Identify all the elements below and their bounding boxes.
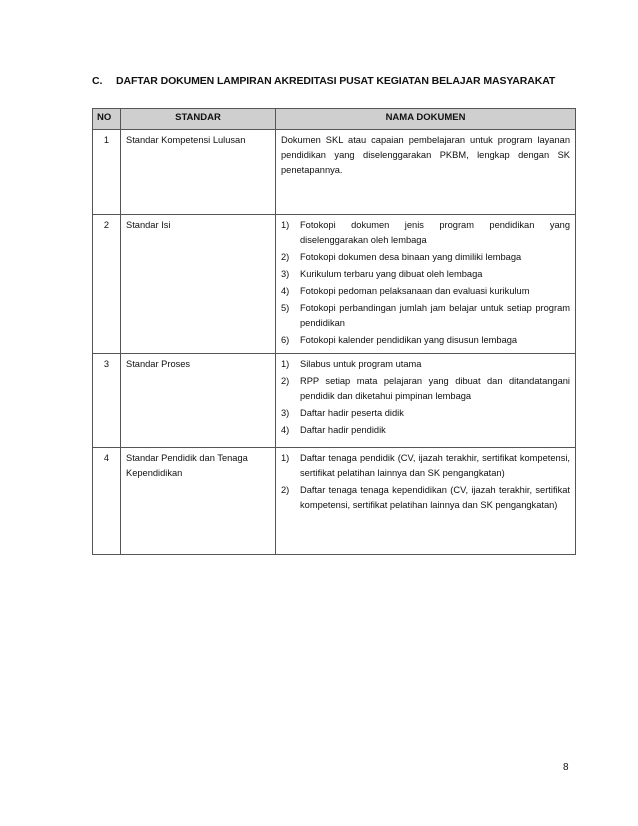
- list-marker: 2): [281, 485, 290, 495]
- list-marker: 4): [281, 425, 290, 435]
- list-item-text: Fotokopi pedoman pelaksanaan dan evaluasi kurikulum: [300, 286, 530, 296]
- section-heading: [92, 75, 572, 87]
- list-item: [281, 333, 570, 348]
- list-marker: 3): [281, 408, 290, 418]
- list-item: [281, 423, 570, 438]
- list-item-text: Daftar hadir pendidik: [300, 425, 386, 435]
- page-number: 8: [563, 762, 569, 773]
- table-row: [93, 354, 576, 448]
- list-item: [281, 218, 570, 248]
- list-item-text: Fotokopi dokumen desa binaan yang dimiliki lembaga: [300, 252, 522, 262]
- list-item-text: Kurikulum terbaru yang dibuat oleh lembaga: [300, 269, 483, 279]
- list-item: [281, 301, 570, 331]
- table-row: [93, 130, 576, 215]
- list-item: [281, 406, 570, 421]
- row-number: 3: [93, 354, 121, 448]
- list-item-text: Fotokopi perbandingan jumlah jam belajar untuk setiap program pendidikan: [300, 303, 570, 328]
- row-number: 4: [93, 448, 121, 555]
- list-item-text: Daftar hadir peserta didik: [300, 408, 404, 418]
- list-item-text: Fotokopi dokumen jenis program pendidikan yang diselenggarakan oleh lembaga: [300, 220, 570, 245]
- list-item-text: RPP setiap mata pelajaran yang dibuat dan ditandatangani pendidik dan diketahui pimpinan lembaga: [300, 376, 570, 401]
- section-number: C.: [92, 75, 103, 87]
- header-no: NO: [93, 109, 121, 130]
- row-standar: Standar Isi: [121, 215, 276, 354]
- list-marker: 5): [281, 303, 290, 313]
- list-item: [281, 451, 570, 481]
- list-item: [281, 374, 570, 404]
- list-marker: 2): [281, 252, 290, 262]
- row-nama-dokumen: [276, 448, 576, 555]
- row-nama-dokumen: [276, 354, 576, 448]
- list-item: [281, 284, 570, 299]
- document-list: [281, 451, 570, 513]
- list-item: [281, 267, 570, 282]
- list-item: [281, 483, 570, 513]
- document-list: [281, 357, 570, 438]
- list-marker: 1): [281, 359, 290, 369]
- row-standar: Standar Pendidik dan Tenaga Kependidikan: [121, 448, 276, 555]
- table-row: [93, 448, 576, 555]
- section-title: DAFTAR DOKUMEN LAMPIRAN AKREDITASI PUSAT KEGIATAN BELAJAR MASYARAKAT: [116, 75, 556, 87]
- header-nama-dokumen: NAMA DOKUMEN: [276, 109, 576, 130]
- document-table: [92, 108, 576, 555]
- list-marker: 3): [281, 269, 290, 279]
- list-marker: 1): [281, 453, 290, 463]
- row-nama-dokumen: [276, 130, 576, 215]
- list-marker: 1): [281, 220, 290, 230]
- table-header-row: [93, 109, 576, 130]
- document-list: [281, 218, 570, 348]
- list-item-text: Silabus untuk program utama: [300, 359, 422, 369]
- list-marker: 4): [281, 286, 290, 296]
- list-item: [281, 357, 570, 372]
- list-item-text: Daftar tenaga pendidik (CV, ijazah terakhir, sertifikat kompetensi, sertifikat pelatihan lainnya dan SK pengangkatan): [300, 453, 570, 478]
- row-number: 2: [93, 215, 121, 354]
- table-row: [93, 215, 576, 354]
- row-number: 1: [93, 130, 121, 215]
- row-standar: Standar Kompetensi Lulusan: [121, 130, 276, 215]
- document-description: Dokumen SKL atau capaian pembelajaran untuk program layanan pendidikan yang diselenggarakan PKBM, lengkap dengan SK penetapannya.: [281, 135, 570, 175]
- list-item-text: Fotokopi kalender pendidikan yang disusun lembaga: [300, 335, 518, 345]
- row-nama-dokumen: [276, 215, 576, 354]
- list-item: [281, 250, 570, 265]
- list-marker: 2): [281, 376, 290, 386]
- header-standar: STANDAR: [121, 109, 276, 130]
- list-item-text: Daftar tenaga tenaga kependidikan (CV, ijazah terakhir, sertifikat kompetensi, sertifikat pelatihan lainnya dan SK pengangkatan): [300, 485, 570, 510]
- list-marker: 6): [281, 335, 290, 345]
- row-standar: Standar Proses: [121, 354, 276, 448]
